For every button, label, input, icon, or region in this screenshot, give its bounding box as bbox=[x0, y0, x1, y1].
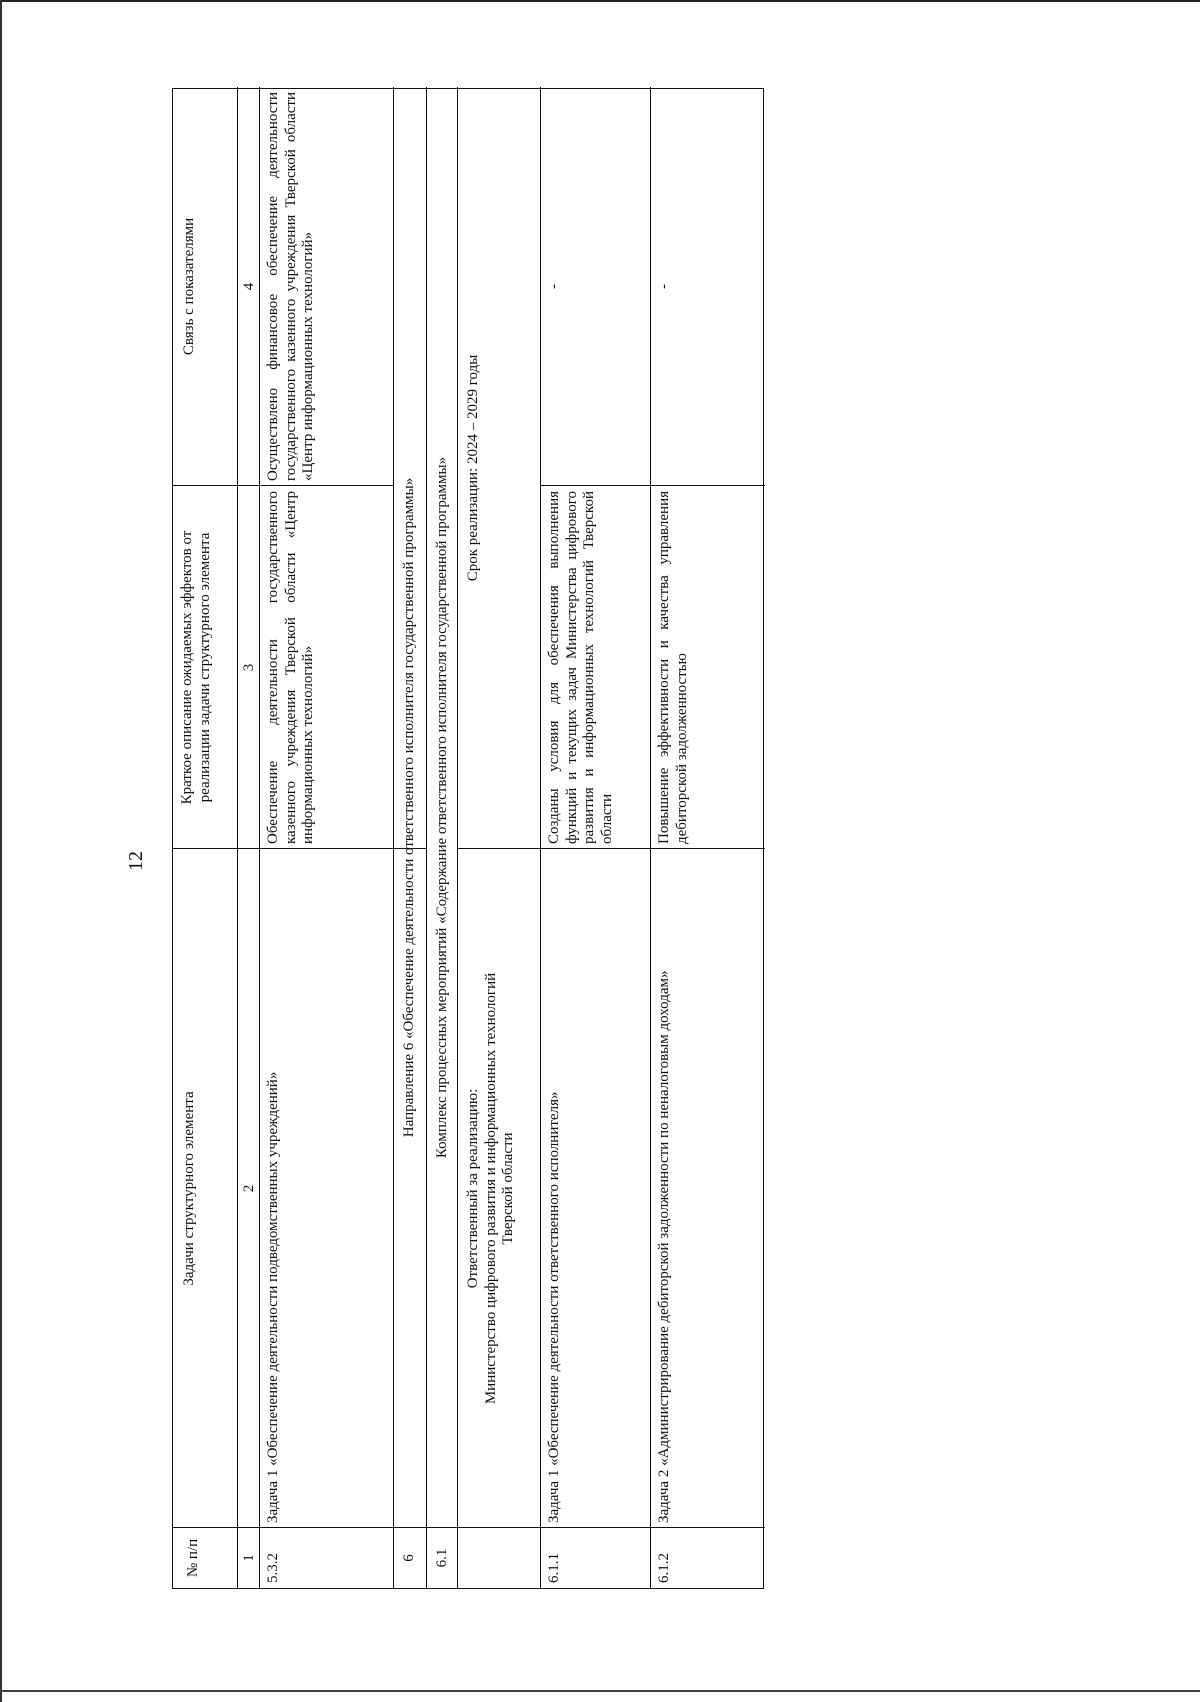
row-6-1-title: Комплекс процессных мероприятий «Содержание ответственного исполнителя государственной программы» bbox=[434, 456, 450, 1159]
responsible-ministry: Министерство цифрового развития и информационных технологий bbox=[482, 972, 499, 1405]
row-6-1-2-task: Задача 2 «Администрирование дебиторской задолженности по неналоговым доходам» bbox=[656, 970, 672, 1523]
scan-edge-top bbox=[0, 0, 1200, 2]
table-frame bbox=[172, 88, 764, 1589]
index-3: 3 bbox=[241, 663, 257, 672]
header-num: № п/п bbox=[185, 1538, 201, 1578]
row-6-1-1-task: Задача 1 «Обеспечение деятельности ответственного исполнителя» bbox=[546, 1091, 562, 1523]
row-6-1-1-num: 6.1.1 bbox=[546, 1553, 562, 1583]
row-6-num: 6 bbox=[401, 1554, 417, 1562]
header-link: Связь с показателями bbox=[181, 217, 197, 356]
row-6-1-2-desc: Повышение эффективности и качества управления дебиторской задолженностью bbox=[656, 491, 690, 844]
row-5-3-2-task: Задача 1 «Обеспечение деятельности подведомственных учреждений» bbox=[265, 1071, 281, 1523]
structural-elements-table bbox=[172, 88, 764, 1589]
header-task: Задачи структурного элемента bbox=[181, 1091, 197, 1286]
row-6-1-1-link: - bbox=[546, 284, 562, 289]
index-1: 1 bbox=[241, 1554, 257, 1562]
responsible-region: Тверской области bbox=[500, 1132, 516, 1245]
scan-edge-bottom bbox=[0, 1690, 1200, 1692]
row-5-3-2-desc: Обеспечение деятельности государственного казенного учреждения Тверской области «Центр информационных технологий» bbox=[265, 491, 316, 844]
row-6-title: Направление 6 «Обеспечение деятельности ответственного исполнителя государственной программы» bbox=[401, 477, 417, 1138]
index-2: 2 bbox=[241, 1184, 257, 1193]
responsible-label: Ответственный за реализацию: bbox=[465, 1088, 481, 1289]
header-desc: Краткое описание ожидаемых эффектов от реализации задачи структурного элемента bbox=[179, 530, 213, 805]
implementation-term: Срок реализации: 2024 – 2029 годы bbox=[465, 354, 481, 582]
page-number: 12 bbox=[125, 851, 147, 871]
row-5-3-2-num: 5.3.2 bbox=[265, 1553, 281, 1583]
row-5-3-2-link: Осуществлено финансовое обеспечение деятельности государственного казенного учреждения Тверской области «Центр информационных технологий» bbox=[265, 92, 316, 481]
row-6-1-2-link: - bbox=[656, 284, 672, 289]
row-6-1-num: 6.1 bbox=[434, 1548, 450, 1568]
row-6-1-2-num: 6.1.2 bbox=[656, 1553, 672, 1583]
index-4: 4 bbox=[241, 282, 257, 291]
responsible-block bbox=[457, 849, 540, 1528]
scan-edge-left bbox=[0, 0, 2, 1702]
row-6-1-1-desc: Созданы условия для обеспечения выполнения функций и текущих задач Министерства цифрового развития и информационных технологий Тверской области bbox=[546, 491, 615, 844]
